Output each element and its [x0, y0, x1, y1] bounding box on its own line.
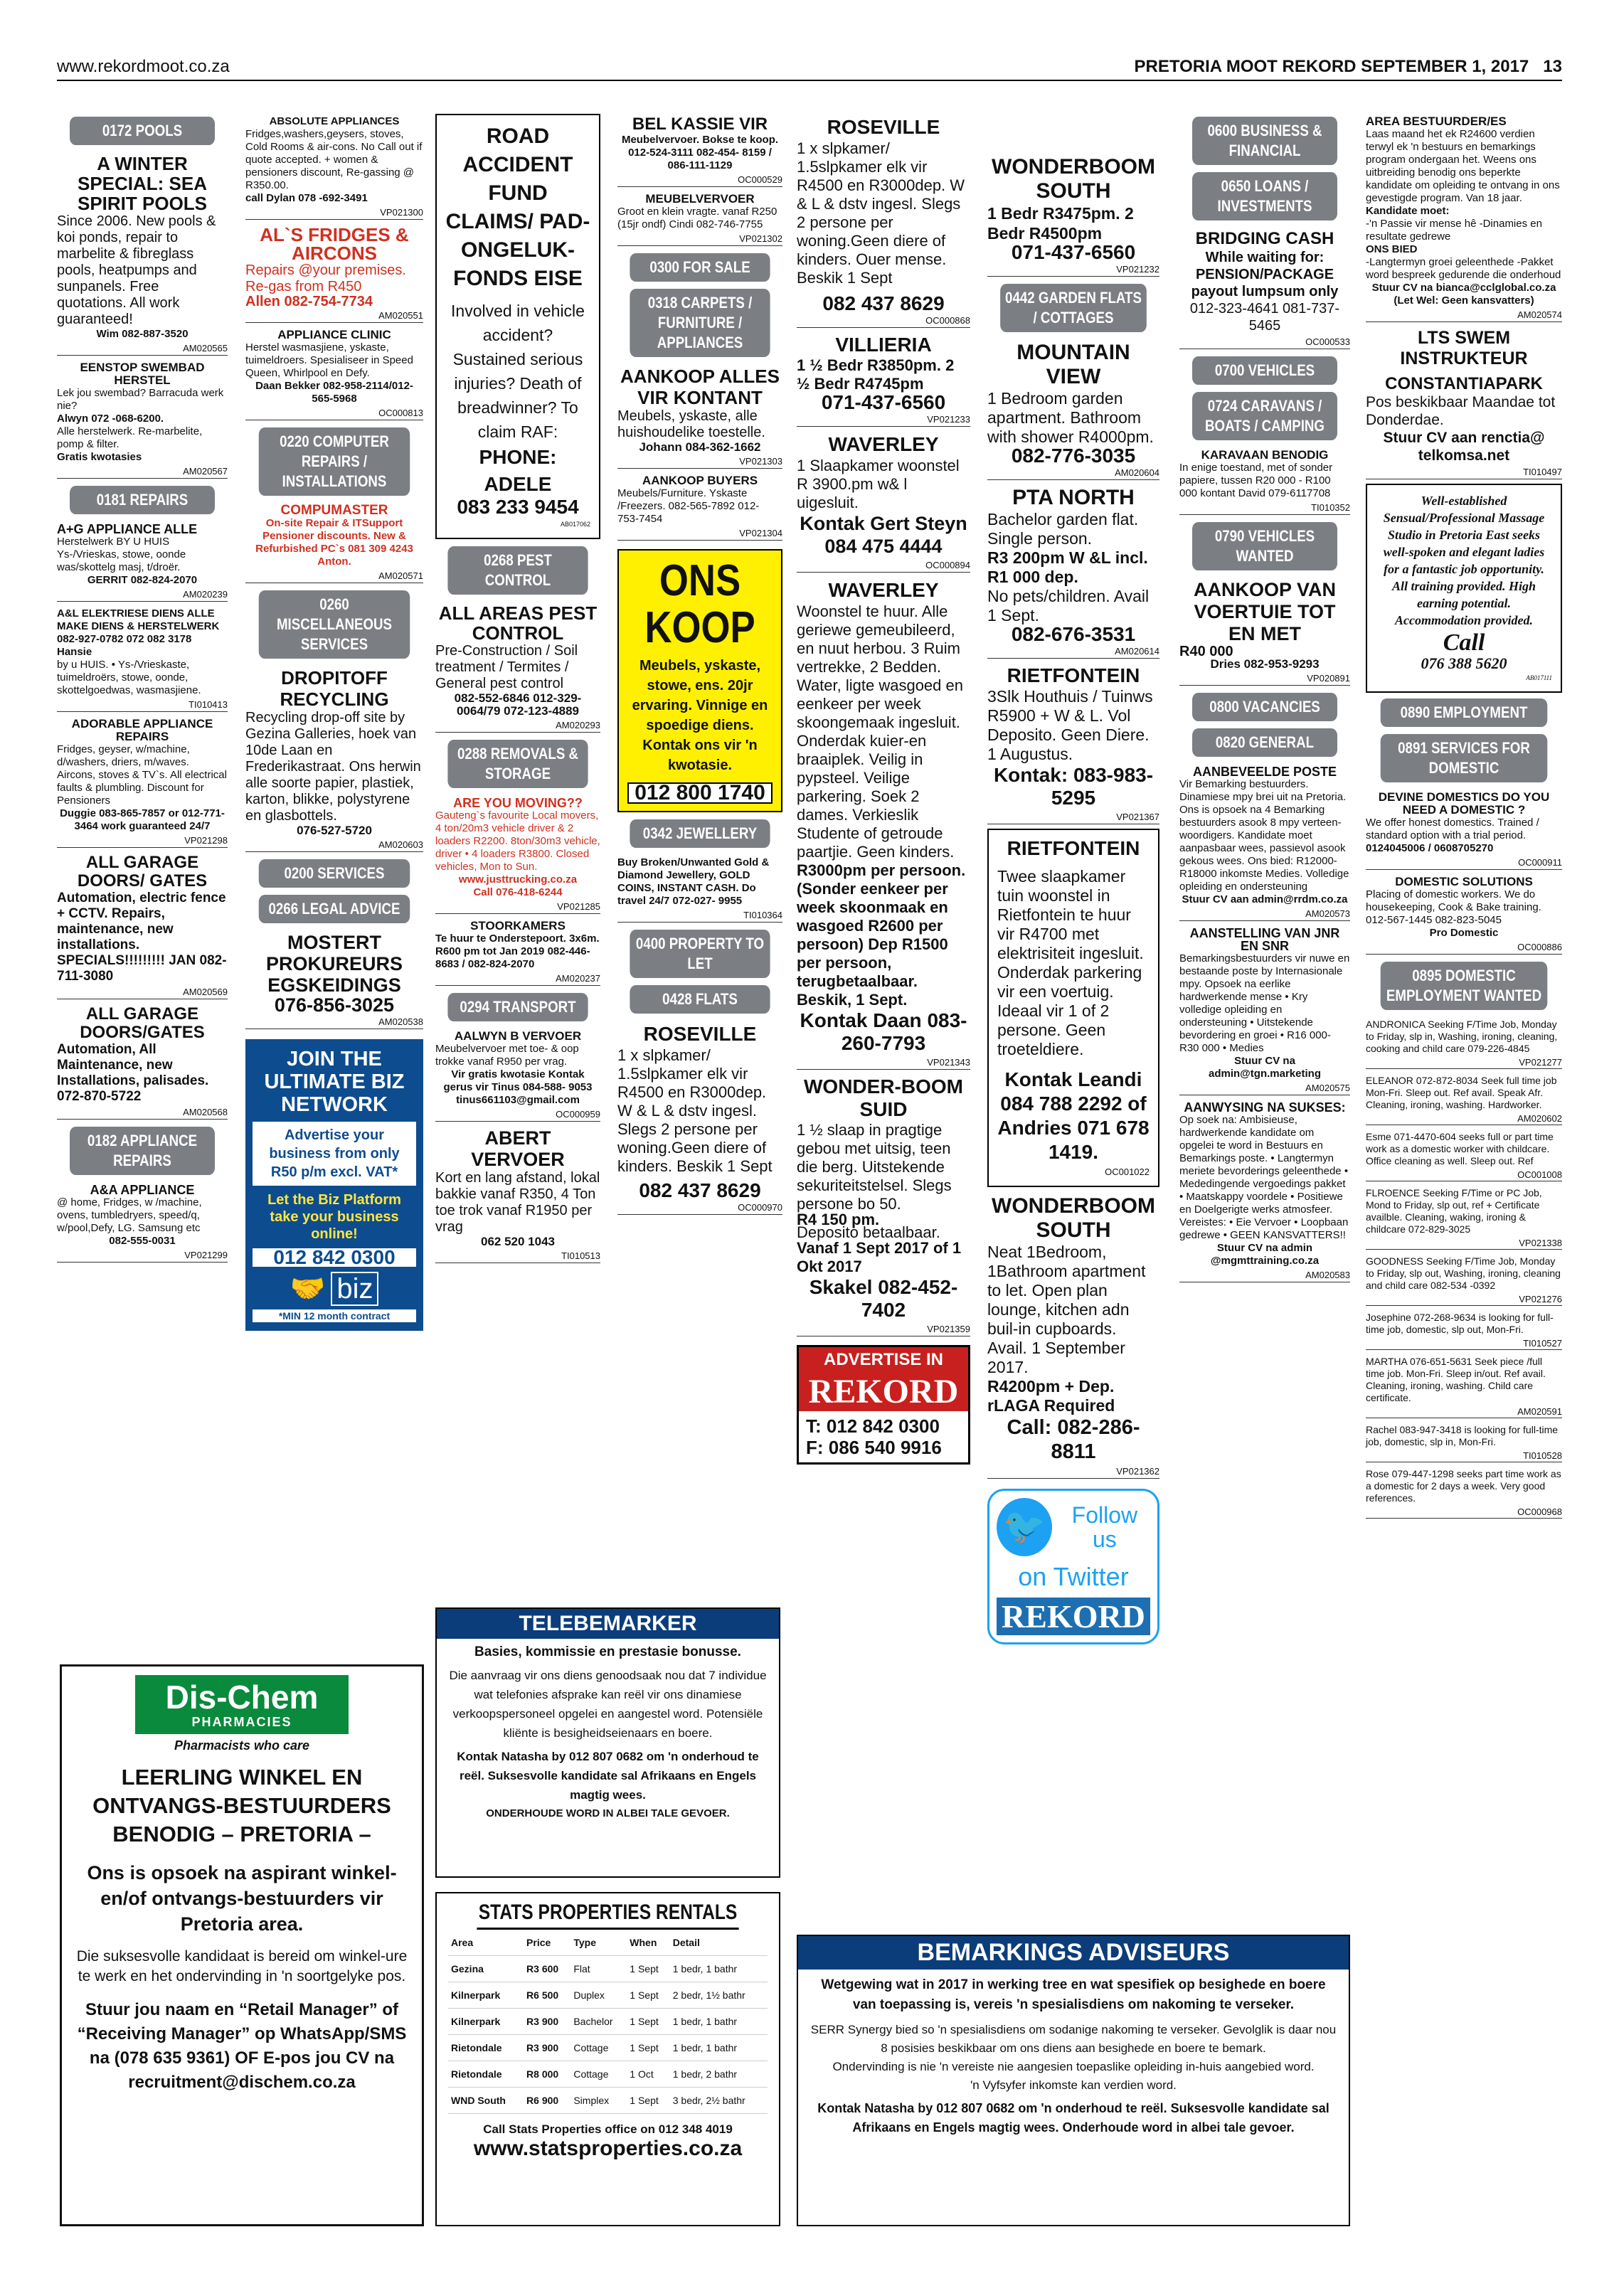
paper-title: PRETORIA MOOT REKORD SEPTEMBER 1, 2017 13 [1134, 57, 1562, 76]
table-header-cell: Detail [670, 1930, 768, 1956]
rietfontein-boxed-ad: RIETFONTEIN Twee slaapkamer tuin woonstel in Rietfontein te huur vir R4700 met elektrisiteit ingesluit. Onderdak parkering vir een voertuig. Ideaal vir 1 of 2 persone. Geen troeteldiere. Kontak Leandi 084 788 2292 of Andries 071 678 1419. OC001022 [987, 829, 1159, 1187]
section-header-for-sale: 0300 FOR SALE [630, 253, 770, 282]
table-row [448, 2088, 768, 2114]
table-cell: Cottage [570, 2061, 627, 2088]
section-header-removals: 0288 REMOVALS & STORAGE [447, 740, 588, 788]
list-item: ELEANOR 072-872-8034 Seek full time job Mon-Fri. Sleep out. Ref avail. Speak Afr. Cleaning, ironing, washing. Hardworker. AM020602 [1366, 1075, 1562, 1124]
section-header-vehicles: 0700 VEHICLES [1192, 356, 1337, 385]
dischem-logo: Dis-Chem [165, 1679, 319, 1716]
classified-ad: AL`S FRIDGES & AIRCONS Repairs @your premises. Re-gas from R450 Allen 082-754-7734 AM020551 [245, 224, 423, 327]
column-8 [1366, 114, 1562, 2241]
classified-ad: LTS SWEM INSTRUKTEUR [1400, 328, 1528, 368]
classified-ad: WAVERLEY Woonstel te huur. Alle geriewe gemeubileerd, en nuut herbou. 3 Ruim vertrekke, 2 Bedden. Water, ligte wasgoed en eenkeer per week skoongemaak ingesluit. Onderdak kuier-en braaiplek. Veilig in pypsteel. Veilige parkering. Soek 2 dames. Verkieslik Studente of getroude paartjie. Geen kinders. R3000pm per persoon.(Sonder eenkeer per week skoonmaak en wasgoed R2600 per persoon) Dep R1500 per persoon, terugbetaalbaar. Beskik, 1 Sept. Kontak Daan 083-260-7793 VP021343 [797, 577, 970, 1074]
classified-ad: ALL GARAGE DOORS/ GATES Automation, electric fence + CCTV. Repairs, maintenance, new installations. SPECIALS!!!!!!!!! JAN 082-711-3080 AM020569 [57, 852, 228, 1004]
section-header-caravans: 0724 CARAVANS / BOATS / CAMPING [1192, 392, 1337, 440]
list-item: MARTHA 076-651-5631 Seek piece /full time job. Mon-Fri. Sleep in/out. Ref avail. Cleaning, ironing, washing. Child care certificate. AM020591 [1366, 1356, 1562, 1417]
column-7 [1179, 114, 1350, 1999]
table-cell: 1 bedr, 1 bathr [670, 2035, 768, 2061]
list-item: ANDRONICA Seeking F/Time Job, Monday to Friday, slp in, Washing, ironing, cleaning, cooking and child care 079-226-4845 VP021277 [1366, 1019, 1562, 1068]
section-header-employment: 0890 EMPLOYMENT [1381, 698, 1548, 727]
section-header-domestic-wanted: 0895 DOMESTIC EMPLOYMENT WANTED [1381, 962, 1548, 1010]
table-cell: Gezina [448, 1956, 524, 1982]
column-4 [617, 114, 782, 1622]
twitter-bird-icon: 🐦 [997, 1498, 1052, 1556]
column-6 [987, 114, 1159, 1635]
classified-ad: A WINTER SPECIAL: SEA SPIRIT POOLS Since 2006. New pools & koi ponds, repair to marbelite & fibreglass pools, heatpumps and sunpanels. Free quotations. All work guaranteed! Wim 082-887-3520 AM020565 [57, 152, 228, 360]
classified-ad: BEL KASSIE VIR Meubelvervoer. Bokse te koop. 012-524-3111 082-454- 8159 / 086-111-1129 OC000529 [617, 114, 782, 191]
section-header-pest: 0268 PEST CONTROL [447, 546, 588, 595]
section-header-flats: 0428 FLATS [630, 985, 770, 1014]
classified-ad: A&L ELEKTRIESE DIENS ALLE MAKE DIENS & HERSTELWERK 082-927-0782 072 082 3178 Hansie by u HUIS. • Ys-/Vrieskaste, tuimeldroërs, stowe, oonde, skottelgoedwas, wasmasjiene. TI010413 [57, 606, 228, 716]
table-cell: Bachelor [570, 2009, 627, 2035]
classified-ad: AALWYN B VERVOER Meubelvervoer met toe- & oop trokke vanaf R950 per vrag. Vir gratis kwotasie Kontak gerus vir Tinus 084-588- 9053 tinus661103@gmail.com OC000959 [435, 1029, 600, 1126]
table-cell: Rietondale [448, 2035, 524, 2061]
rekord-logo: REKORD [997, 1598, 1150, 1635]
massage-studio-ad: Well-established Sensual/Professional Massage Studio in Pretoria East seeks well-spoken and elegant ladies for a fantastic job opportunity. All training provided. High earning potential. Accommodation provided. Call 076 388 5620 AB017111 [1366, 484, 1562, 693]
classified-ad: WONDER-BOOM SUID 1 ½ slaap in pragtige gebou met uitsig, teen die berg. Uitstekende sekuriteitstelsel. Slegs persone bo 50. R4 150 pm. Deposito betaalbaar. Vanaf 1 Sept 2017 of 1 Okt 2017 Skakel 082-452-7402 VP021359 [797, 1074, 970, 1341]
classified-ad: Buy Broken/Unwanted Gold & Diamond Jewellery, GOLD COINS, INSTANT CASH. Do travel 24/7 072-027- 9955 TI010364 [617, 855, 782, 927]
column-1 [57, 114, 228, 1650]
classified-ad: ALL AREAS PEST CONTROL Pre-Construction / Soil treatment / Termites / General pest control 082-552-6846 012-329-0064/79 072-123-4889 AM020293 [435, 602, 600, 737]
table-cell: Flat [570, 1956, 627, 1982]
table-cell: WND South [448, 2088, 524, 2114]
table-cell: R6 900 [524, 2088, 570, 2114]
section-header-loans: 0650 LOANS / INVESTMENTS [1192, 172, 1337, 220]
classified-ad: RIETFONTEIN 3Slk Houthuis / Tuinws R5900 + W & L. Vol Deposito. Geen Diere. 1 Augustus. Kontak: 083-983-5295 VP021367 [987, 663, 1159, 829]
section-header-carpets: 0318 CARPETS / FURNITURE / APPLIANCES [630, 289, 770, 357]
classified-ad: AANBEVEELDE POSTE Vir Bemarking bestuurders. Dinamiese mpy brei uit na Pretoria. Ons is opsoek na 4 Bemarking bestuurders asook 8 mpy verteen-woordigers. Kandidate moet aanpasbaar wees, passievol asook gekous wees. Ons bied: R12000- R18000 inkomste Medies. Volledige opleiding en ondersteuning Stuur CV aan admin@rrdm.co.za AM020573 [1179, 764, 1350, 925]
classified-ad: DROPITOFF RECYCLING Recycling drop-off site by Gezina Galleries, hoek van 10de Laan en Frederikastraat. Ons herwin alle soorte papier, plastiek, karton, blikke, polystyrene en glasbottels. 076-527-5720 AM020603 [245, 666, 423, 856]
table-cell: 2 bedr, 1½ bathr [670, 1982, 768, 2009]
classified-ad: EENSTOP SWEMBAD HERSTEL Lek jou swembad? Barracuda werk nie? Alwyn 072 -068-6200. Alle herstelwerk. Re-marbelite, pomp & filter. Gratis kwotasies AM020567 [57, 360, 228, 483]
table-row [448, 2009, 768, 2035]
table-header-cell: Area [448, 1930, 524, 1956]
table-row [448, 1956, 768, 1982]
classified-ad: VILLIERIA 1 ½ Bedr R3850pm. 2 ½ Bedr R4745pm 071-437-6560 VP021233 [797, 332, 970, 431]
raf-ad: ROAD ACCIDENT FUND CLAIMS/ PAD-ONGELUK-FONDS EISE Involved in vehicle accident? Sustained serious injuries? Death of breadwinner? To claim RAF: PHONE: ADELE 083 233 9454 AB017062 [435, 114, 600, 539]
site-url[interactable]: www.rekordmoot.co.za [57, 57, 230, 76]
ons-koop-ad: ONS KOOP Meubels, yskaste, stowe, ens. 20jr ervaring. Vinnige en spoedige diens. Kontak ons vir 'n kwotasie. 012 800 1740 [617, 549, 782, 812]
section-header-property: 0400 PROPERTY TO LET [630, 930, 770, 978]
section-header-business: 0600 BUSINESS & FINANCIAL [1192, 117, 1337, 165]
table-header-cell: Price [524, 1930, 570, 1956]
dischem-ad: Dis-Chem PHARMACIES Pharmacists who care LEERLING WINKEL EN ONTVANGS-BESTUURDERS BENODIG – PRETORIA – Ons is opsoek na aspirant winkel- en/of ontvangs-bestuurders vir Pretoria area. Die suksesvolle kandidaat is bereid om winkel-ure te werk en het ondervinding in 'n soortgelyke pos. Stuur jou naam en “Retail Manager” of “Receiving Manager” op WhatsApp/SMS na (078 635 9361) OF E-pos jou CV na recruitment@dischem.co.za [60, 1664, 424, 2226]
advertise-in-rekord-ad: ADVERTISE IN REKORD T: 012 842 0300 F: 086 540 9916 [797, 1345, 970, 1465]
table-cell: Kilnerpark [448, 2009, 524, 2035]
table-header [448, 1930, 768, 1956]
classified-ad: ROSEVILLE 1 x slpkamer/ 1.5slpkamer elk vir R4500 en R3000dep. W & L & dstv ingesl. Slegs 2 persone per woning.Geen diere of kinders. Beskik 1 Sept 082 437 8629 OC000970 [617, 1021, 782, 1219]
classified-ad: AREA BESTUURDER/ES Laas maand het ek R24600 verdien terwyl ek 'n bestuurs en bemarkings program ondergaan het. Weens ons uitbreiding benodig ons beperkte kandidate om opleiding te ontvang in ons gevestigde program. Van 18 jaar. Kandidate moet: -'n Passie vir mense hê -Dinamies en resultate gedrewe ONS BIED -Langtermyn groei geleenthede -Pakket word bespreek gedurende die onderhoud Stuur CV na bianca@cclglobal.co.za (Let Wel: Geen kansvatters) AM020574 [1366, 114, 1562, 326]
classified-ad: ALL GARAGE DOORS/GATES Automation, All Maintenance, new Installations, palisades. 072-870-5722 AM020568 [57, 1004, 228, 1124]
table-cell: R6 500 [524, 1982, 570, 2009]
table-cell: Kilnerpark [448, 1982, 524, 2009]
biz-logo: biz [331, 1272, 378, 1306]
classified-ad: BRIDGING CASH While waiting for: PENSION/PACKAGE payout lumpsum only 012-323-4641 081-737-5465 OC000533 [1179, 228, 1350, 354]
classified-ad: ARE YOU MOVING?? Gauteng`s favourite Local movers, 4 ton/20m3 vehicle driver & 2 loaders R2200. 8ton/30m3 vehicle, driver • 4 loaders R3800. Closed vehicles, Mon to Sun. www.justtrucking.co.za Call 076-418-6244 VP021285 [435, 795, 600, 918]
column-5 [797, 114, 970, 1607]
section-header-pools: 0172 POOLS [70, 117, 215, 145]
classified-ad: ROSEVILLE 1 x slpkamer/ 1.5slpkamer elk vir R4500 en R3000dep. W & L & dstv ingesl. Slegs 2 persone per woning.Geen diere of kinders. Ouer mense. Beskik 1 Sept 082 437 8629 OC000868 [797, 114, 970, 332]
section-header-repairs: 0181 REPAIRS [70, 486, 215, 514]
classified-ad: WAVERLEY 1 Slaapkamer woonstel R 3900.pm w& l uigesluit. Kontak Gert Steyn 084 475 4444 OC000894 [797, 431, 970, 577]
section-header-appliance-repairs: 0182 APPLIANCE REPAIRS [70, 1127, 215, 1175]
classified-ad: WONDERBOOM SOUTH Neat 1Bedroom, 1Bathroom apartment to let. Open plan lounge, kitchen adn buil-in cupboards. Avail. 1 September 2017. R4200pm + Dep. rLAGA Required Call: 082-286-8811 VP021362 [987, 1193, 1159, 1483]
classified-ad: MOSTERT PROKUREURS EGSKEIDINGS 076-856-3025 AM020538 [245, 930, 423, 1033]
table-cell: 1 Sept [627, 1956, 669, 1982]
classified-ad: A&A APPLIANCE @ home, Fridges, w /machine, ovens, tumbledryers, speed/q, w/pool,Defy, LG. Samsung etc 082-555-0031 VP021299 [57, 1182, 228, 1267]
classified-ad: MOUNTAIN VIEW 1 Bedroom garden apartment. Bathroom with shower R4000pm. 082-776-3035 AM020604 [987, 339, 1159, 484]
biz-network-ad: JOIN THE ULTIMATE BIZ NETWORK Advertise your business from only R50 p/m excl. VAT* Let the Biz Platform take your business online! 012 842 0300 🤝 biz *MIN 12 month contract [245, 1039, 423, 1331]
classified-ad: STOORKAMERS Te huur te Onderstepoort. 3x6m. R600 pm tot Jan 2019 082-446-8683 / 082-824-2070 AM020237 [435, 918, 600, 990]
classified-ad: CONSTANTIAPARK Pos beskikbaar Maandae tot Donderdae. Stuur CV aan renctia@ telkomsa.net TI010497 [1366, 373, 1562, 484]
list-item: FLROENCE Seeking F/Time or PC Job, Mond to Friday, slp out, ref + Certificate availble. Cleaning, waking, ironing & childcare 072-829-3025 VP021338 [1366, 1187, 1562, 1248]
table-cell: R8 000 [524, 2061, 570, 2088]
section-header-garden-flats: 0442 GARDEN FLATS / COTTAGES [1000, 284, 1147, 332]
table-cell: 1 bedr, 1 bathr [670, 2009, 768, 2035]
classified-ad: AANKOOP VAN VOERTUIE TOT EN MET R40 000 Dries 082-953-9293 VP020891 [1179, 578, 1350, 690]
table-cell: 3 bedr, 2½ bathr [670, 2088, 768, 2114]
section-header-vehicles-wanted: 0790 VEHICLES WANTED [1192, 522, 1337, 570]
table-row [448, 2061, 768, 2088]
table-row [448, 1982, 768, 2009]
handshake-icon: 🤝 biz [253, 1272, 416, 1305]
page-header [57, 55, 1562, 81]
column-3 [435, 114, 600, 1664]
page-number: 13 [1543, 57, 1562, 76]
table-cell: 1 Sept [627, 2035, 669, 2061]
twitter-ad[interactable]: 🐦 Follow us on Twitter REKORD [987, 1489, 1159, 1644]
section-header-computer: 0220 COMPUTER REPAIRS / INSTALLATIONS [259, 427, 410, 496]
list-item: GOODNESS Seeking F/Time Job, Monday to Friday, slp out, Washing, ironing, cleaning and child care 082-534 -0392 VP021276 [1366, 1255, 1562, 1304]
classified-ad: A+G APPLIANCE ALLE Herstelwerk BY U HUIS Ys-/Vrieskas, stowe, oonde was/skottelg masj, t/droër. GERRIT 082-824-2070 AM020239 [57, 521, 228, 606]
list-item: Rachel 083-947-3418 is looking for full-time job, domestic, slp in, Mon-Fri. TI010528 [1366, 1424, 1562, 1461]
telebemarker-ad: TELEBEMARKER Basies, kommissie en prestasie bonusse. Die aanvraag vir ons diens genoodsaak nou dat 7 individue wat telefonies afsprake kan reël vir ons dinamiese verkoopspersoneel opgelei en aangestel word. Potensiële kliënte is besigheidseienaars en boere. Kontak Natasha by 012 807 0682 om 'n onderhoud te reël. Suksesvolle kandidate sal Afrikaans en Engels magtig wees. ONDERHOUDE WORD IN ALBEI TALE GEVOER. [435, 1607, 780, 1878]
table-cell: 1 bedr, 1 bathr [670, 1956, 768, 1982]
section-header-services: 0200 SERVICES [259, 859, 410, 888]
section-header-misc: 0260 MISCELLANEOUS SERVICES [259, 590, 410, 659]
table-cell: R3 900 [524, 2009, 570, 2035]
classified-ad: AANKOOP ALLES VIR KONTANT Meubels, yskaste, alle huishoudelike toestelle. Johann 084-362-1662 VP021303 [617, 364, 782, 473]
classified-ad: DOMESTIC SOLUTIONS Placing of domestic workers. We do housekeeping, Cook & Bake training. 012-567-1445 082-823-5045 Pro Domestic OC000886 [1366, 874, 1562, 959]
classified-ad: PTA NORTH Bachelor garden flat. Single person. R3 200pm W &L incl. R1 000 dep. No pets/children. Avail 1 Sept. 082-676-3531 AM020614 [987, 484, 1159, 663]
classified-ad: AANWYSING NA SUKSES: Op soek na: Ambisieuse, hardwerkende kandidate om opgelei te word in Bestuurs en Bemarkings poste. • Langtermyn meriete bevorderings geleenthede • Mededingende vergoedings pakket • Maatskappy voordele • Positiewe en Doelgerigte werks atmosfeer. Vereistes: • Eie Vervoer • Loopbaan gedrewe • GEEN KANSVATTERS!! Stuur CV na admin @mgmttraining.co.za AM020583 [1179, 1100, 1350, 1287]
table-cell: Simplex [570, 2088, 627, 2114]
classified-ad: ABSOLUTE APPLIANCES Fridges,washers,geysers, stoves, Cold Rooms & air-cons. No Call out if quote accepted. + women & pensioners discount, Re-gassing @ R350.00. call Dylan 078 -692-3491 VP021300 [245, 114, 423, 224]
column-2 [245, 114, 423, 1664]
table-cell: Cottage [570, 2035, 627, 2061]
table-cell: 1 Sept [627, 2088, 669, 2114]
table-row [448, 2035, 768, 2061]
stats-properties-ad: STATS PROPERTIES RENTALS Area Price Type When Detail Gezina R3 600 Flat 1 Sept 1 bedr, 1 bathr Kilnerpark R6 500 Duplex 1 Sept 2 bedr, 1½ bathr Kilnerpark R3 900 Bachelor 1 Sept 1 bedr, 1 bathr Rietondale R3 900 Cottage 1 Sept 1 bedr, 1 bathr Rietondale R8 000 Cottage 1 Oct 1 bedr, 2 bathr WND South R6 900 Simplex 1 Sept 3 bedr, 2½ bathr Call Stats Properties office on 012 348 4019 www.statsproperties.co.za [435, 1892, 780, 2226]
classified-ad: APPLIANCE CLINIC Herstel wasmasjiene, yskaste, tuimeldroers. Spesialiseer in Speed Queen, Whirlpool en Defy. Daan Bekker 082-958-2114/012-565-5968 OC000813 [245, 327, 423, 425]
classified-ad: KARAVAAN BENODIG In enige toestand, met of sonder papiere, tussen R20 000 - R100 000 kontant David 079-6117708 TI010352 [1179, 447, 1350, 519]
table-cell: Rietondale [448, 2061, 524, 2088]
classified-ad: AANSTELLING VAN JNR EN SNR Bemarkingsbestuurders vir nuwe en bestaande poste by Internasionale mpy. Opsoek na eerlike hardwerkende mense • Kry volledige opleiding en ondersteuning • Uitstekende bevordering en groei • R16 000-R30 000 • Medies Stuur CV na admin@tgn.marketing AM020575 [1179, 925, 1350, 1100]
table-cell: Duplex [570, 1982, 627, 2009]
section-header-general: 0820 GENERAL [1192, 728, 1337, 757]
table-cell: R3 900 [524, 2035, 570, 2061]
list-item: Rose 079-447-1298 seeks part time work as a domestic for 2 days a week. Very good references. OC000968 [1366, 1468, 1562, 1517]
classified-ad: DEVINE DOMESTICS DO YOU NEED A DOMESTIC ? We offer honest domestics. Trained / standard option with a trial period. 0124045006 / 0608705270 OC000911 [1366, 790, 1562, 874]
list-item: Josephine 072-268-9634 is looking for full-time job, domestic, slp out, Mon-Fri. TI010527 [1366, 1312, 1562, 1349]
rekord-logo: REKORD [799, 1373, 968, 1411]
table-cell: 1 bedr, 2 bathr [670, 2061, 768, 2088]
table-cell: 1 Sept [627, 2009, 669, 2035]
table-cell: 1 Sept [627, 1982, 669, 2009]
rentals-table [448, 1930, 768, 2114]
classified-ad: ADORABLE APPLIANCE REPAIRS Fridges, geyser, w/machine, d/washers, driers, m/waves. Aircons, stoves & TV`s. All electrical faults & plumbling. Discount for Pensioners Duggie 083-865-7857 or 012-771-3464 work guaranteed 24/7 VP021298 [57, 716, 228, 852]
table-cell: 1 Oct [627, 2061, 669, 2088]
classified-ad: WONDERBOOM SOUTH 1 Bedr R3475pm. 2 Bedr R4500pm 071-437-6560 VP021232 [987, 114, 1159, 281]
section-header-legal: 0266 LEGAL ADVICE [259, 895, 410, 923]
classified-ad: AANKOOP BUYERS Meubels/Furniture. Yskaste /Freezers. 082-565-7892 012- 753-7454 VP021304 [617, 473, 782, 545]
classified-ad: ABERT VERVOER Kort en lang afstand, lokal bakkie vanaf R350, 4 Ton toe trok vanaf R1950 per vrag 062 520 1043 TI010513 [435, 1126, 600, 1267]
table-cell: R3 600 [524, 1956, 570, 1982]
section-header-jewellery: 0342 JEWELLERY [630, 819, 770, 848]
classified-ad: MEUBELVERVOER Groot en klein vragte. vanaf R250 (15jr ondf) Cindi 082-746-7755 VP021302 [617, 191, 782, 250]
section-header-services-domestic: 0891 SERVICES FOR DOMESTIC [1381, 734, 1548, 782]
section-header-transport: 0294 TRANSPORT [447, 993, 588, 1021]
table-header-cell: When [627, 1930, 669, 1956]
bemarking-ad: BEMARKINGS ADVISEURS Wetgewing wat in 2017 in werking tree en wat spesifiek op besighede en boere van toepassing is, vereis 'n spesialisdiens om nakoming te verseker. SERR Synergy bied so 'n spesialisdiens om sodanige nakoming te verseker. Gevolglik is daar nou 8 posisies beskikbaar om ons diens aan besighede en boere te bemark. Ondervinding is nie 'n vereiste nie aangesien toepaslike opleiding in-huis aangebied word. 'n Vyfsyfer inkomste kan verdien word. Kontak Natasha by 012 807 0682 om 'n onderhoud te reël. Suksesvolle kandidate sal Afrikaans en Engels magtig wees. Onderhoude word in albei tale gevoer. [797, 1935, 1350, 2226]
table-header-cell: Type [570, 1930, 627, 1956]
classified-ad: COMPUMASTER On-site Repair & ITSupport Pensioner discounts. New & Refurbished PC`s 081 309 4243 Anton. AM020571 [245, 503, 423, 588]
section-header-vacancies: 0800 VACANCIES [1192, 693, 1337, 721]
list-item: Esme 071-4470-604 seeks full or part time work as a domestic worker with childcare. Office cleaning as well. Sleep out. Ref OC001008 [1366, 1131, 1562, 1180]
